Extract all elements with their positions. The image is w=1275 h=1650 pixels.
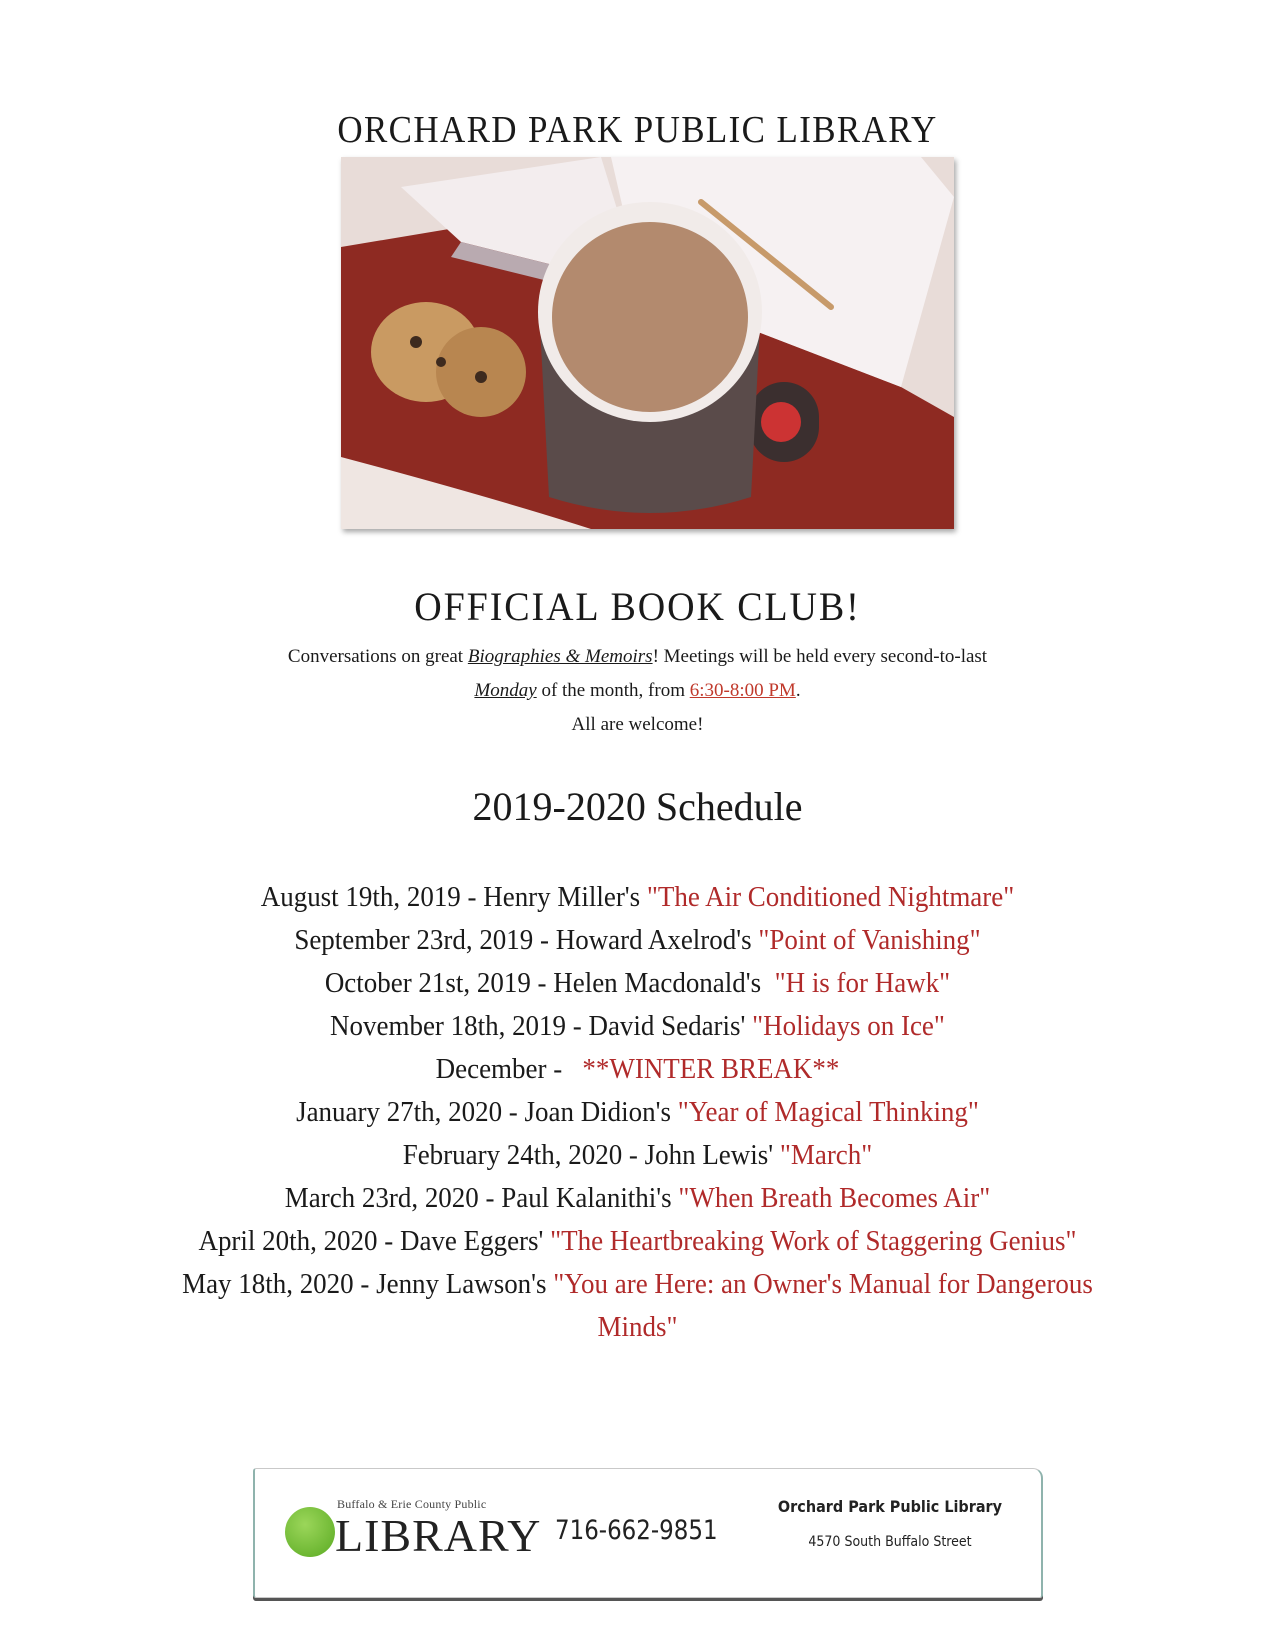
book-title: **WINTER BREAK** <box>582 1053 840 1085</box>
book-title: "Holidays on Ice" <box>752 1010 945 1042</box>
genre-text: Biographies & Memoirs <box>467 646 653 667</box>
book-club-title: OFFICIAL BOOK CLUB! <box>414 584 861 629</box>
book-title: "When Breath Becomes Air" <box>678 1182 991 1214</box>
book-title: "Year of Magical Thinking" <box>677 1096 979 1128</box>
logo-wordmark: LIBRARY <box>335 1510 542 1561</box>
date-author: January 27th, 2020 - Joan Didion's <box>296 1096 678 1128</box>
library-contact-banner <box>253 1468 1043 1598</box>
date-author: August 19th, 2019 - Henry Miller's <box>260 881 647 913</box>
branch-name: Orchard Park Public Library <box>777 1497 1003 1516</box>
date-author: September 23rd, 2019 - Howard Axelrod's <box>294 924 759 956</box>
schedule-title: 2019-2020 Schedule <box>472 784 803 829</box>
book-title: "The Air Conditioned Nightmare" <box>646 881 1015 913</box>
meeting-day: Monday <box>474 680 537 701</box>
book-title: "You are Here: an Owner's Manual for Dangerous Minds" <box>553 1268 1093 1343</box>
date-author: November 18th, 2019 - David Sedaris' <box>330 1010 753 1042</box>
book-title: "The Heartbreaking Work of Staggering Genius" <box>550 1225 1077 1257</box>
library-title: ORCHARD PARK PUBLIC LIBRARY <box>337 109 938 151</box>
club-intro <box>0 640 1275 742</box>
date-author: April 20th, 2020 - Dave Eggers' <box>198 1225 551 1257</box>
intro-mid2: of the month, from <box>536 680 690 701</box>
branch-info <box>755 1497 1025 1550</box>
hero-photo <box>341 157 954 529</box>
schedule-item <box>173 1134 1103 1177</box>
schedule-item <box>173 919 1103 962</box>
schedule-item <box>173 1091 1103 1134</box>
schedule-item <box>173 962 1103 1005</box>
logo-subtitle: Buffalo & Erie County Public <box>337 1497 487 1511</box>
schedule-item <box>173 1048 1103 1091</box>
branch-address: 4570 South Buffalo Street <box>808 1534 972 1550</box>
book-title: "Point of Vanishing" <box>758 924 981 956</box>
schedule-item <box>173 1220 1103 1263</box>
welcome-text: All are welcome! <box>571 714 704 735</box>
schedule-item <box>173 1177 1103 1220</box>
coffee-book-illustration <box>341 157 954 529</box>
book-title: "H is for Hawk" <box>774 967 951 999</box>
date-author: May 18th, 2020 - Jenny Lawson's <box>182 1268 554 1300</box>
library-logo-icon <box>285 1507 335 1557</box>
schedule-item <box>173 876 1103 919</box>
schedule-item <box>173 1005 1103 1048</box>
date-author: March 23rd, 2020 - Paul Kalanithi's <box>284 1182 679 1214</box>
schedule-item <box>173 1263 1103 1349</box>
intro-prefix: Conversations on great <box>287 646 468 667</box>
date-author: October 21st, 2019 - Helen Macdonald's <box>324 967 775 999</box>
schedule-list <box>45 876 1231 1349</box>
date-author: December - <box>435 1053 583 1085</box>
intro-end: . <box>795 680 801 701</box>
phone-number: 716-662-9851 <box>555 1515 718 1546</box>
meeting-time: 6:30-8:00 PM <box>689 680 796 701</box>
intro-mid: ! Meetings will be held every second-to-last <box>652 646 988 667</box>
book-title: "March" <box>779 1139 873 1171</box>
date-author: February 24th, 2020 - John Lewis' <box>402 1139 780 1171</box>
